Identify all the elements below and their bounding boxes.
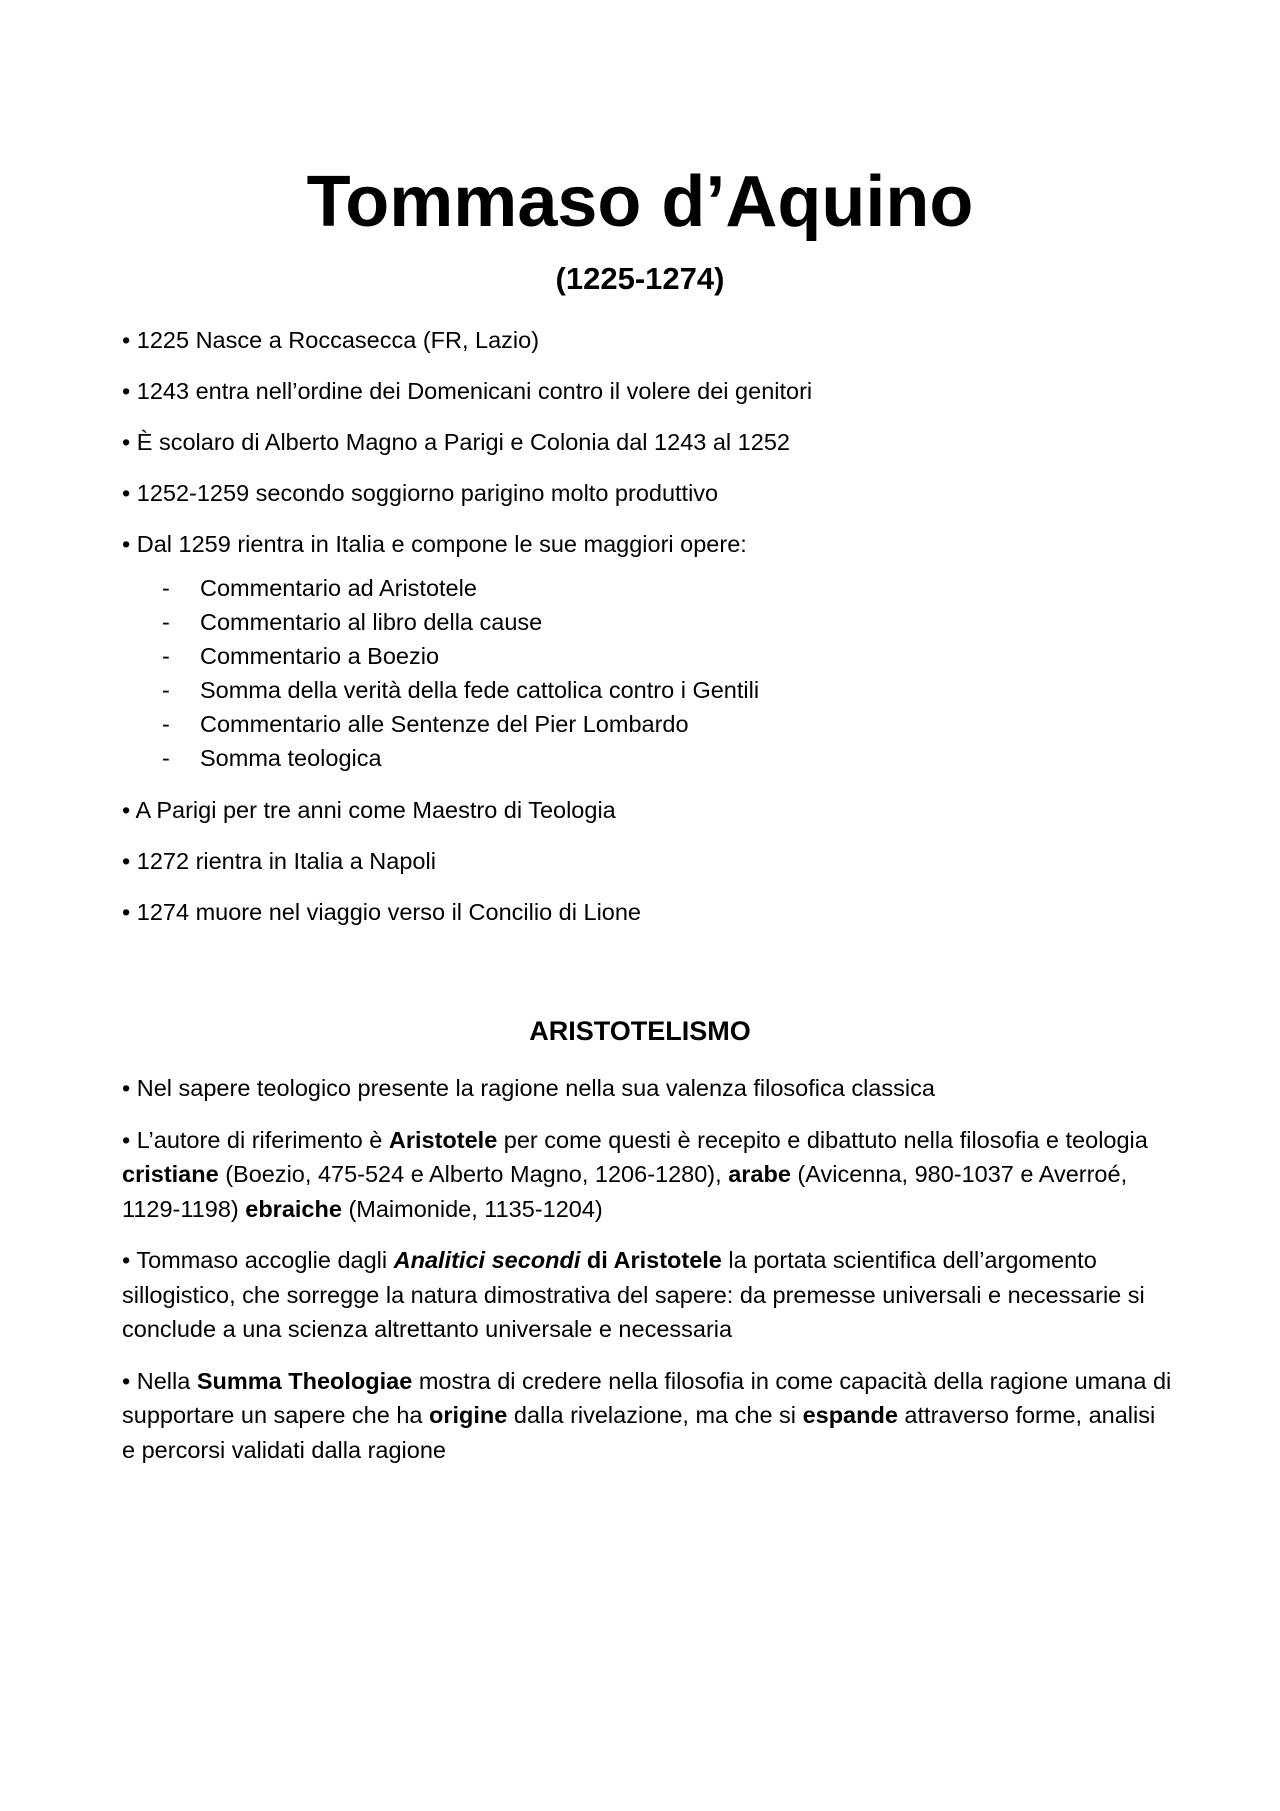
dash-marker: - xyxy=(162,609,170,635)
page-title: Tommaso d’Aquino xyxy=(306,162,974,242)
works-list xyxy=(122,571,1172,775)
dash-marker: - xyxy=(162,677,170,703)
aristotelismo-paragraph-1: • Nel sapere teologico presente la ragione nella sua valenza filosofica classica xyxy=(122,1075,935,1101)
page-subtitle-dates: (1225-1274) xyxy=(555,261,725,296)
works-list-item: - Commentario al libro della cause xyxy=(122,605,1172,639)
bio-item-death: • 1274 muore nel viaggio verso il Concilio di Lione xyxy=(122,899,641,925)
works-list-item: - Commentario alle Sentenze del Pier Lombardo xyxy=(122,707,1172,741)
works-list-item: - Somma teologica xyxy=(122,741,1172,775)
bio-item-paris-master: • A Parigi per tre anni come Maestro di Teologia xyxy=(122,797,616,823)
bio-item-birth: • 1225 Nasce a Roccasecca (FR, Lazio) xyxy=(122,327,540,353)
bio-item-scholar: • È scolaro di Alberto Magno a Parigi e Colonia dal 1243 al 1252 xyxy=(122,429,790,455)
aristotelismo-paragraph-3: • Tommaso accoglie dagli Analitici secondi di Aristotele la portata scientifica dell’argomento sillogistico, che sorregge la natura dimostrativa del sapere: da premesse universali e necessarie si conclude a una scienza altrettanto universale e necessaria xyxy=(122,1247,1145,1342)
dash-marker: - xyxy=(162,745,170,771)
bio-item-works-intro: • Dal 1259 rientra in Italia e compone le sue maggiori opere: xyxy=(122,531,747,557)
dash-marker: - xyxy=(162,711,170,737)
works-list-item: - Commentario a Boezio xyxy=(122,639,1172,673)
works-list-item: - Commentario ad Aristotele xyxy=(122,571,1172,605)
works-list-item: - Somma della verità della fede cattolica contro i Gentili xyxy=(122,673,1172,707)
dash-marker: - xyxy=(162,575,170,601)
aristotelismo-paragraph-2: • L’autore di riferimento è Aristotele per come questi è recepito e dibattuto nella filosofia e teologia cristiane (Boezio, 475-524 e Alberto Magno, 1206-1280), arabe (Avicenna, 980-1037 e Averroé, 1129-1198) ebraiche (Maimonide, 1135-1204) xyxy=(122,1126,1148,1222)
biography-list xyxy=(122,323,1172,946)
dash-marker: - xyxy=(162,643,170,669)
aristotelismo-paragraph-4: • Nella Summa Theologiae mostra di credere nella filosofia in come capacità della ragione umana di supportare un sapere che ha origine dalla rivelazione, ma che si espande attraverso forme, analisi e percorsi validati dalla ragione xyxy=(122,1367,1172,1463)
bio-item-dominicans: • 1243 entra nell’ordine dei Domenicani contro il volere dei genitori xyxy=(122,378,813,404)
section-heading-aristotelismo: ARISTOTELISMO xyxy=(529,1016,751,1046)
aristotelismo-section xyxy=(122,1071,1172,1484)
bio-item-paris-stay: • 1252-1259 secondo soggiorno parigino molto produttivo xyxy=(122,480,719,506)
bio-item-naples: • 1272 rientra in Italia a Napoli xyxy=(122,848,436,874)
